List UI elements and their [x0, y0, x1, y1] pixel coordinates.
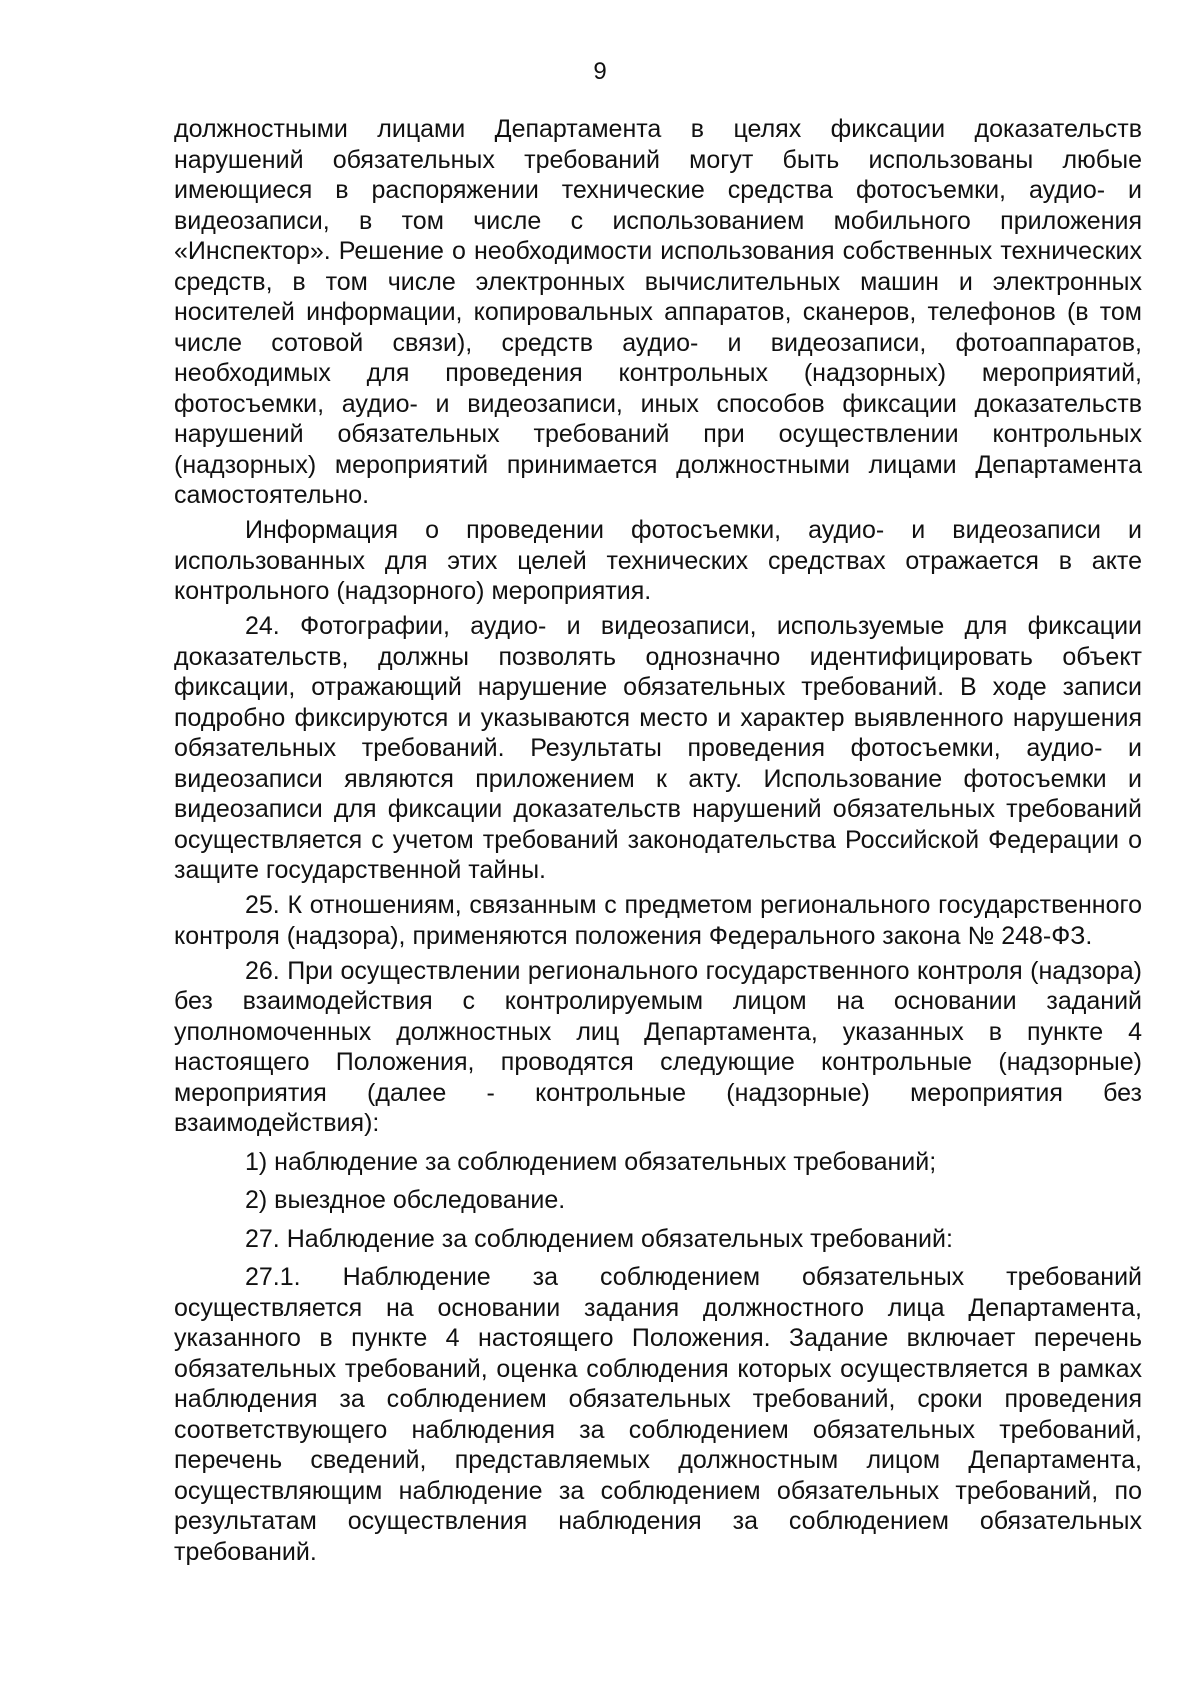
- paragraph-photo-info: Информация о проведении фотосъемки, аудио- и видеозаписи и использованных для этих целей технических средствах отражается в акте контрольного (надзорного) мероприятия.: [174, 516, 1142, 605]
- paragraph-25: 25. К отношениям, связанным с предметом регионального государственного контроля (надзора), применяются положения Федерального закона № 248-ФЗ.: [174, 891, 1142, 950]
- page-number: 9: [593, 58, 607, 85]
- paragraph-continuation: должностными лицами Департамента в целях фиксации доказательств нарушений обязательных требований могут быть использованы любые имеющиеся в распоряжении технические средства фотосъемки, аудио- и видеозаписи, в том числе с использованием мобильного приложения «Инспектор». Решение о необходимости использования собственных технических средств, в том числе электронных вычислительных машин и электронных носителей информации, копировальных аппаратов, сканеров, телефонов (в том числе сотовой связи), средств аудио- и видеозаписи, фотоаппаратов, необходимых для проведения контрольных (надзорных) мероприятий, фотосъемки, аудио- и видеозаписи, иных способов фиксации доказательств нарушений обязательных требований при осуществлении контрольных (надзорных) мероприятий принимается должностными лицами Департамента самостоятельно.: [174, 115, 1142, 509]
- paragraph-27: 27. Наблюдение за соблюдением обязательных требований:: [245, 1224, 953, 1253]
- paragraph-27-1: 27.1. Наблюдение за соблюдением обязательных требований осуществляется на основании задания должностного лица Департамента, указанного в пункте 4 настоящего Положения. Задание включает перечень обязательных требований, оценка соблюдения которых осуществляется в рамках наблюдения за соблюдением обязательных требований, сроки проведения соответствующего наблюдения за соблюдением обязательных требований, перечень сведений, представляемых должностным лицом Департамента, осуществляющим наблюдение за соблюдением обязательных требований, по результатам осуществления наблюдения за соблюдением обязательных требований.: [174, 1263, 1142, 1566]
- list-item-2: 2) выездное обследование.: [245, 1186, 566, 1214]
- paragraph-24: 24. Фотографии, аудио- и видеозаписи, используемые для фиксации доказательств, должны позволять однозначно идентифицировать объект фиксации, отражающий нарушение обязательных требований. В ходе записи подробно фиксируются и указываются место и характер выявленного нарушения обязательных требований. Результаты проведения фотосъемки, аудио- и видеозаписи являются приложением к акту. Использование фотосъемки и видеозаписи для фиксации доказательств нарушений обязательных требований осуществляется с учетом требований законодательства Российской Федерации о защите государственной тайны.: [174, 612, 1142, 884]
- paragraph-26: 26. При осуществлении регионального государственного контроля (надзора) без взаимодействия с контролируемым лицом на основании заданий уполномоченных должностных лиц Департамента, указанных в пункте 4 настоящего Положения, проводятся следующие контрольные (надзорные) мероприятия (далее - контрольные (надзорные) мероприятия без взаимодействия):: [174, 956, 1142, 1137]
- document-body: [174, 114, 1142, 1572]
- list-item-1: 1) наблюдение за соблюдением обязательных требований;: [245, 1147, 937, 1176]
